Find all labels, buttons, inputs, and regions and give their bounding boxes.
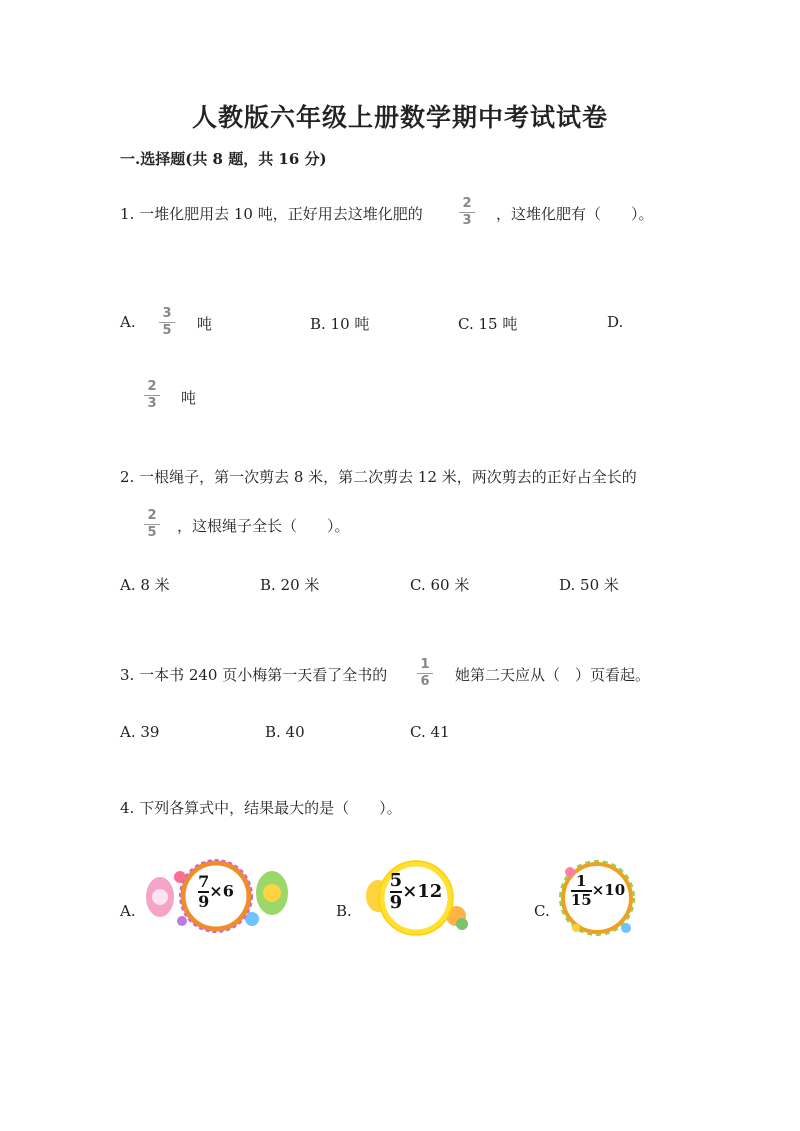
q1-option-b[interactable]: B. 10 吨 <box>310 315 370 333</box>
q3-stem-after: 她第二天应从（ ）页看起。 <box>455 666 651 684</box>
q3-option-c[interactable]: C. 41 <box>410 723 450 741</box>
fraction-numerator: 2 <box>147 379 157 394</box>
q4-option-b-expression <box>382 872 450 912</box>
q1-option-a-unit: 吨 <box>197 315 213 333</box>
q2-option-d[interactable]: D. 50 米 <box>559 576 619 594</box>
fraction-denominator: 6 <box>420 674 430 689</box>
fraction-numerator: 7 <box>198 872 210 891</box>
fraction-denominator: 3 <box>462 213 472 228</box>
q4-option-a-expression <box>186 874 246 910</box>
multiplier: ×6 <box>209 881 234 901</box>
section-heading: 一.选择题(共 8 题，共 16 分) <box>120 150 327 168</box>
q1-option-a-fraction <box>158 307 176 338</box>
exam-title: 人教版六年级上册数学期中考试试卷 <box>191 103 608 132</box>
q4-option-b-label[interactable]: B. <box>336 902 352 920</box>
fraction-numerator: 1 <box>420 657 430 672</box>
q1-option-d-fraction <box>143 380 161 411</box>
q1-stem-before: 1. 一堆化肥用去 10 吨，正好用去这堆化肥的 <box>120 205 423 223</box>
q1-option-d-unit: 吨 <box>181 389 197 407</box>
q3-stem-fraction <box>416 658 434 689</box>
fraction-denominator: 9 <box>198 892 210 911</box>
q2-stem-line2: ，这根绳子全长（ ）。 <box>177 517 350 535</box>
q4-stem: 4. 下列各算式中，结果最大的是（ ）。 <box>120 799 402 817</box>
fraction-numerator: 1 <box>576 872 587 890</box>
fraction-denominator: 15 <box>570 891 592 909</box>
q3-option-a[interactable]: A. 39 <box>120 723 160 741</box>
fraction-denominator: 9 <box>389 892 403 913</box>
multiplier: ×10 <box>591 881 626 899</box>
q4-option-c-label[interactable]: C. <box>534 902 550 920</box>
q2-option-c[interactable]: C. 60 米 <box>410 576 470 594</box>
q4-option-c-expression <box>564 874 632 908</box>
q2-option-a[interactable]: A. 8 米 <box>120 576 170 594</box>
q1-option-a-label[interactable]: A. <box>120 313 136 331</box>
q2-stem-fraction <box>143 509 161 540</box>
fraction-denominator: 3 <box>147 396 157 411</box>
fraction-denominator: 5 <box>147 525 157 540</box>
q3-stem-before: 3. 一本书 240 页小梅第一天看了全书的 <box>120 666 388 684</box>
multiplier: ×12 <box>402 881 443 902</box>
q1-option-c[interactable]: C. 15 吨 <box>458 315 518 333</box>
q1-stem-after: ，这堆化肥有（ ）。 <box>496 205 654 223</box>
q4-option-a-label[interactable]: A. <box>120 902 136 920</box>
fraction-numerator: 5 <box>389 870 403 891</box>
fraction-numerator: 3 <box>162 306 172 321</box>
q2-stem-line1: 2. 一根绳子，第一次剪去 8 米，第二次剪去 12 米，两次剪去的正好占全长的 <box>120 468 637 486</box>
fraction-numerator: 2 <box>147 508 157 523</box>
q1-stem-fraction <box>458 197 476 228</box>
fraction-denominator: 5 <box>162 323 172 338</box>
q2-option-b[interactable]: B. 20 米 <box>260 576 320 594</box>
fraction-numerator: 2 <box>462 196 472 211</box>
q1-option-d-label[interactable]: D. <box>607 313 624 331</box>
q3-option-b[interactable]: B. 40 <box>265 723 305 741</box>
